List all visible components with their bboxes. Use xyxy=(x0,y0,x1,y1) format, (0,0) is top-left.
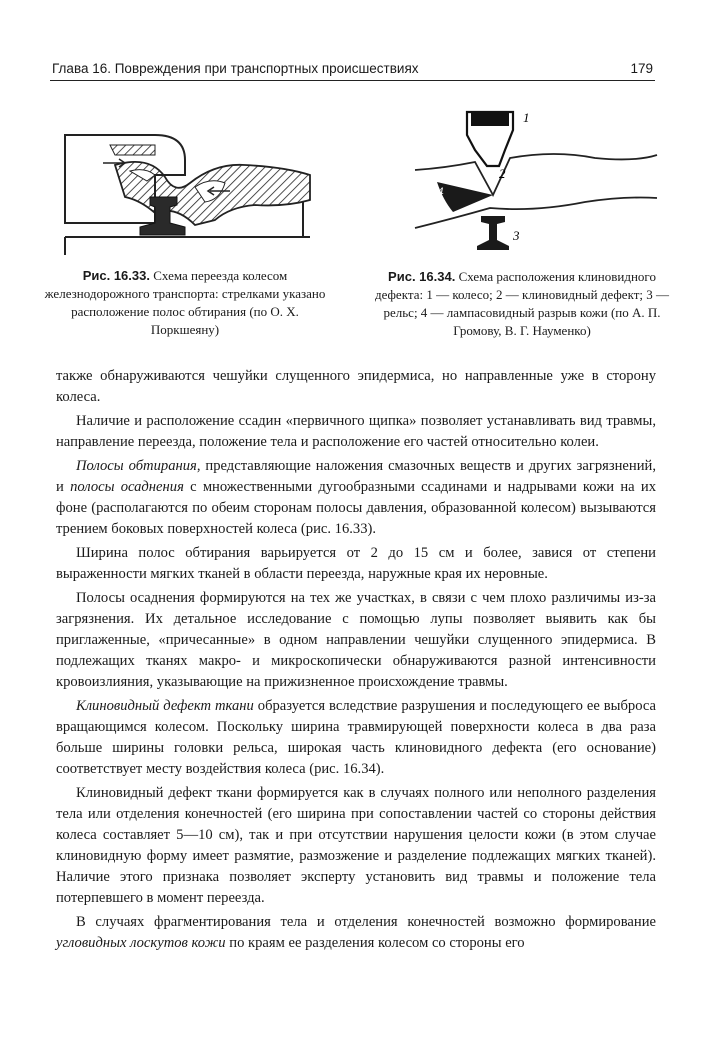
paragraph-4: Ширина полос обтирания варьируется от 2 до 15 см и более, завися от степени выраженности мягких тканей в области переезда, наружные края их неровные. xyxy=(56,545,656,582)
paragraph-1: также обнаруживаются чешуйки слущенного эпидермиса, но направленные уже в сторону колеса. xyxy=(56,368,656,405)
term-wipe-bands: Полосы обтирания xyxy=(76,458,197,474)
figure2-caption-text: Схема расположения клиновидного дефекта: 1 — колесо; 2 — клиновидный дефект; 3 — рельс; 4 — лампасовидный разрыв кожи (по А. П. Громову, В. Г. Науменко) xyxy=(374,269,670,338)
paragraph-6-text: образуется вследствие разрушения и последующего ее выброса вращающимся колесом. Поскольку ширина травмирующей поверхности колеса в два раза больше ширины головки рельса, широкая часть клиновидного дефекта (его основание) соответствует месту воздействия колеса (рис. 16.34). xyxy=(56,698,656,777)
paragraph-6 xyxy=(56,696,656,780)
paragraph-3-part-b: с множественными дугообразными ссадинами и надрывами кожи на их фоне (располагаются по обеим сторонам полосы давления, образованной колесом) вызываются трением боковых поверхностей колеса (рис. 16.33). xyxy=(56,479,656,537)
label-rail: 3 xyxy=(513,228,520,243)
figure1-caption-label: Рис. 16.33. xyxy=(82,268,150,283)
paragraph-5: Полосы осаднения формируются на тех же участках, в связи с чем плохо различимы из-за загрязнения. Их детальное исследование с помощью лупы позволяет выявить как бы приглаженные, «причесанные» в одном направлении чешуйки слущенного эпидермиса. В подлежащих тканях макро- и микроскопически обнаруживаются разной интенсивности кровоизлияния, указывающие на прижизненное происхождение травмы. xyxy=(56,590,656,690)
figure1-caption-text: Схема переезда колесом железнодорожного транспорта: стрелками указано расположение полос обтирания (по О. Х. Поркшеяну) xyxy=(44,268,326,337)
term-angular-flaps: угловидных лоскутов кожи xyxy=(56,935,226,951)
figure-wedge-defect-diagram xyxy=(395,100,665,260)
label-skin-tear: 4 xyxy=(437,184,444,199)
page-header xyxy=(50,58,655,81)
label-wedge-defect: 2 xyxy=(499,166,506,181)
paragraph-7: Клиновидный дефект ткани формируется как в случаях полного или неполного разделения тела или отделения конечностей (его ширина при сопоставлении частей со стороны действия колеса составляет 5—10 см), так и при отсутствии нарушения целости кожи (в этом случае клиновидную форму имеет размятие, размозжение и разделение подлежащих мягких тканей). Наличие этого признака позволяет эксперту установить вид травмы и положение тела потерпевшего в момент переезда. xyxy=(56,785,656,906)
figure1-caption xyxy=(40,267,330,339)
figure2-caption xyxy=(372,268,672,340)
chapter-title: Глава 16. Повреждения при транспортных происшествиях xyxy=(52,61,419,76)
term-wedge-defect: Клиновидный дефект ткани xyxy=(76,698,254,714)
label-wheel: 1 xyxy=(523,110,530,125)
paragraph-3-part-a: , представляющие наложения смазочных веществ и других загрязнений, и xyxy=(56,458,656,495)
paragraph-8-part-a: В случаях фрагментирования тела и отделения конечностей возможно формирование xyxy=(76,914,656,930)
term-abrasion-bands: полосы осаднения xyxy=(70,479,184,495)
paragraph-8 xyxy=(56,912,656,954)
figure2-caption-label: Рис. 16.34. xyxy=(388,269,456,284)
paragraph-3 xyxy=(56,456,656,540)
paragraph-2: Наличие и расположение ссадин «первичного щипка» позволяет устанавливать вид травмы, направление переезда, положение тела и расположение его частей относительно колеи. xyxy=(56,413,656,450)
body-text xyxy=(56,366,656,957)
paragraph-8-part-b: по краям ее разделения колесом со стороны его xyxy=(225,935,525,951)
page-number: 179 xyxy=(630,61,653,76)
figure-wheel-crossing-diagram xyxy=(55,105,325,265)
